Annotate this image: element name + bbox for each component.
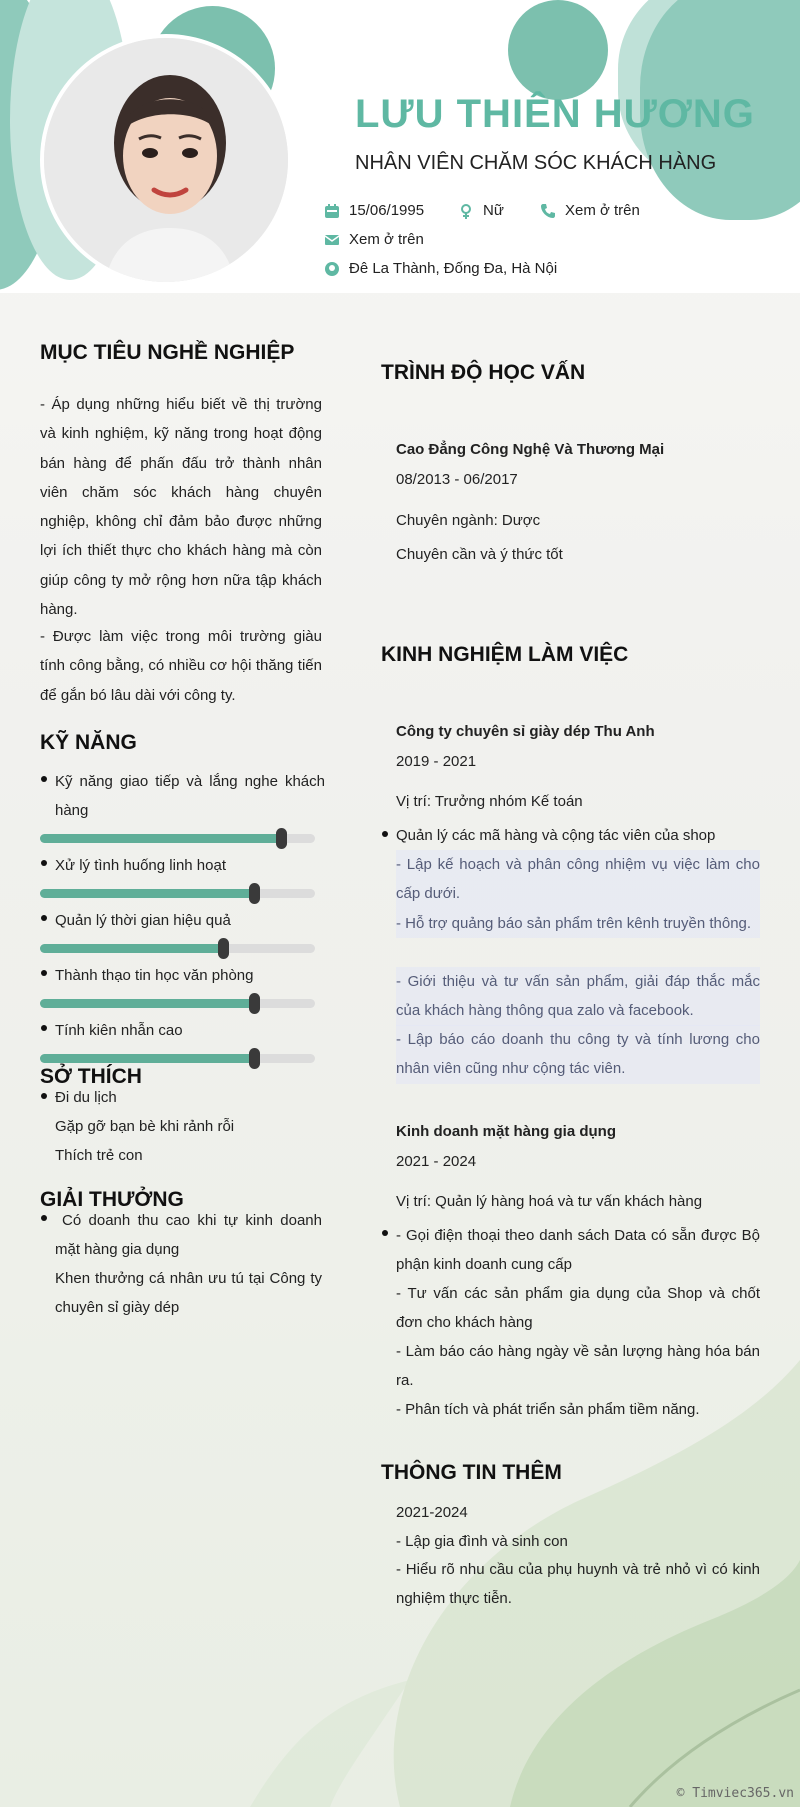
job2-duty: - Phân tích và phát triển sản phẩm tiềm năng. [396, 1401, 700, 1418]
address-info [324, 260, 557, 277]
job2-duty: - Tư vấn các sản phẩm gia dụng của Shop và chốt đơn cho khách hàng [396, 1285, 760, 1332]
job2-duty: - Làm báo cáo hàng ngày về sản lượng hàng hóa bán ra. [396, 1343, 760, 1390]
objective-paragraph-2: - Được làm việc trong môi trường giàu tính công bằng, có nhiều cơ hội thăng tiến để gắn bó lâu dài với công ty. [40, 628, 322, 704]
award-item: Khen thưởng cá nhân ưu tú tại Công ty chuyên sỉ giày dép [55, 1270, 322, 1317]
objective-paragraph-1: - Áp dụng những hiểu biết về thị trường và kinh nghiệm, kỹ năng trong hoạt động bán hàng để phấn đấu trở thành nhân viên chăm sóc khách hàng chuyên nghiệp, không chỉ đảm bảo được những lợi ích thiết thực cho khách hàng mà còn giúp công ty mở rộng hơn nữa tập khách hàng. [40, 396, 322, 619]
skill-bar [40, 834, 315, 843]
skill-bullet [41, 915, 47, 921]
skill-bar-fill [40, 944, 224, 953]
job1-duty: - Lập kế hoạch và phân công nhiệm vụ việc làm cho cấp dưới. [396, 850, 760, 909]
skill-bullet [41, 1025, 47, 1031]
email-icon [324, 232, 340, 248]
job1-position: Vị trí: Trưởng nhóm Kế toán [396, 793, 583, 810]
additional-item: - Lập gia đình và sinh con [396, 1533, 568, 1550]
watermark: © Timviec365.vn [676, 1786, 794, 1801]
awards-title: GIẢI THƯỞNG [40, 1188, 184, 1211]
skill-label: Tính kiên nhẫn cao [55, 1022, 183, 1039]
birthday-value: 15/06/1995 [349, 202, 425, 219]
skill-bullet [41, 970, 47, 976]
job1-bullet [382, 831, 388, 837]
email-info [324, 231, 424, 248]
hobbies-title: SỞ THÍCH [40, 1065, 142, 1088]
job-title: NHÂN VIÊN CHĂM SÓC KHÁCH HÀNG [355, 152, 717, 174]
skill-bar [40, 944, 315, 953]
email-value: Xem ở trên [349, 231, 424, 248]
education-note: Chuyên cần và ý thức tốt [396, 546, 563, 563]
skill-bar-knob [249, 883, 260, 904]
hobby-bullet [41, 1093, 47, 1099]
skill-bar [40, 999, 315, 1008]
hobby-item: Thích trẻ con [55, 1147, 143, 1164]
skill-label: Thành thạo tin học văn phòng [55, 967, 254, 984]
skill-bullet [41, 860, 47, 866]
education-period: 08/2013 - 06/2017 [396, 471, 518, 488]
calendar-icon [324, 203, 340, 219]
phone-value: Xem ở trên [565, 202, 640, 219]
job2-position: Vị trí: Quản lý hàng hoá và tư vấn khách hàng [396, 1193, 703, 1210]
header-blob [508, 0, 608, 100]
job2-company: Kinh doanh mặt hàng gia dụng [396, 1123, 616, 1140]
job1-lead: Quản lý các mã hàng và cộng tác viên của shop [396, 827, 716, 844]
education-title: TRÌNH ĐỘ HỌC VẤN [381, 361, 586, 384]
avatar [40, 34, 292, 286]
award-bullet [41, 1215, 47, 1221]
phone-info [540, 202, 640, 219]
additional-period: 2021-2024 [396, 1504, 468, 1521]
avatar-portrait [44, 38, 292, 286]
skill-label: Xử lý tình huống linh hoạt [55, 857, 226, 874]
job1-duty: - Giới thiệu và tư vấn sản phẩm, giải đáp thắc mắc của khách hàng thông qua zalo và facebook. [396, 967, 760, 1026]
hobby-item: Gặp gỡ bạn bè khi rảnh rỗi [55, 1118, 235, 1135]
phone-icon [540, 203, 556, 219]
job2-duty: - Gọi điện thoại theo danh sách Data có sẵn được Bộ phận kinh doanh cung cấp [396, 1227, 760, 1274]
skill-bar-knob [276, 828, 287, 849]
experience-title: KINH NGHIỆM LÀM VIỆC [381, 643, 629, 666]
additional-title: THÔNG TIN THÊM [381, 1461, 562, 1484]
gender-value: Nữ [483, 202, 504, 219]
gender-info [458, 202, 504, 219]
skill-bar-fill [40, 999, 255, 1008]
skill-bar-knob [249, 1048, 260, 1069]
education-school: Cao Đẳng Công Nghệ Và Thương Mại [396, 441, 665, 458]
location-icon [324, 261, 340, 277]
additional-item: - Hiểu rõ nhu cầu của phụ huynh và trẻ nhỏ vì có kinh nghiệm thực tiễn. [396, 1561, 760, 1608]
gender-icon [458, 203, 474, 219]
skill-bar-fill [40, 834, 282, 843]
candidate-name: LƯU THIÊN HƯƠNG [355, 92, 755, 136]
skill-bar-fill [40, 889, 255, 898]
skill-bullet [41, 776, 47, 782]
skill-bar-knob [249, 993, 260, 1014]
education-major: Chuyên ngành: Dược [396, 512, 541, 529]
address-value: Đê La Thành, Đống Đa, Hà Nội [349, 260, 558, 277]
job2-period: 2021 - 2024 [396, 1153, 477, 1170]
hobby-item: Đi du lịch [55, 1089, 117, 1106]
skill-label: Kỹ năng giao tiếp và lắng nghe khách hàng [55, 773, 325, 819]
job1-period: 2019 - 2021 [396, 753, 477, 770]
job1-company: Công ty chuyên sỉ giày dép Thu Anh [396, 723, 655, 740]
skill-bar [40, 1054, 315, 1063]
job2-bullet [382, 1230, 388, 1236]
job1-duty: - Lập báo cáo doanh thu công ty và tính lương cho nhân viên cũng như cộng tác viên. [396, 1025, 760, 1084]
header [0, 0, 800, 293]
award-item: Có doanh thu cao khi tự kinh doanh mặt hàng gia dụng [55, 1212, 322, 1259]
objective-title: MỤC TIÊU NGHỀ NGHIỆP [40, 341, 295, 364]
skill-bar-knob [218, 938, 229, 959]
skill-label: Quản lý thời gian hiệu quả [55, 912, 231, 929]
skill-bar-fill [40, 1054, 255, 1063]
skill-bar [40, 889, 315, 898]
skills-title: KỸ NĂNG [40, 731, 137, 754]
job1-duty: - Hỗ trợ quảng báo sản phẩm trên kênh truyền thông. [396, 909, 760, 938]
birthday-info [324, 202, 424, 219]
